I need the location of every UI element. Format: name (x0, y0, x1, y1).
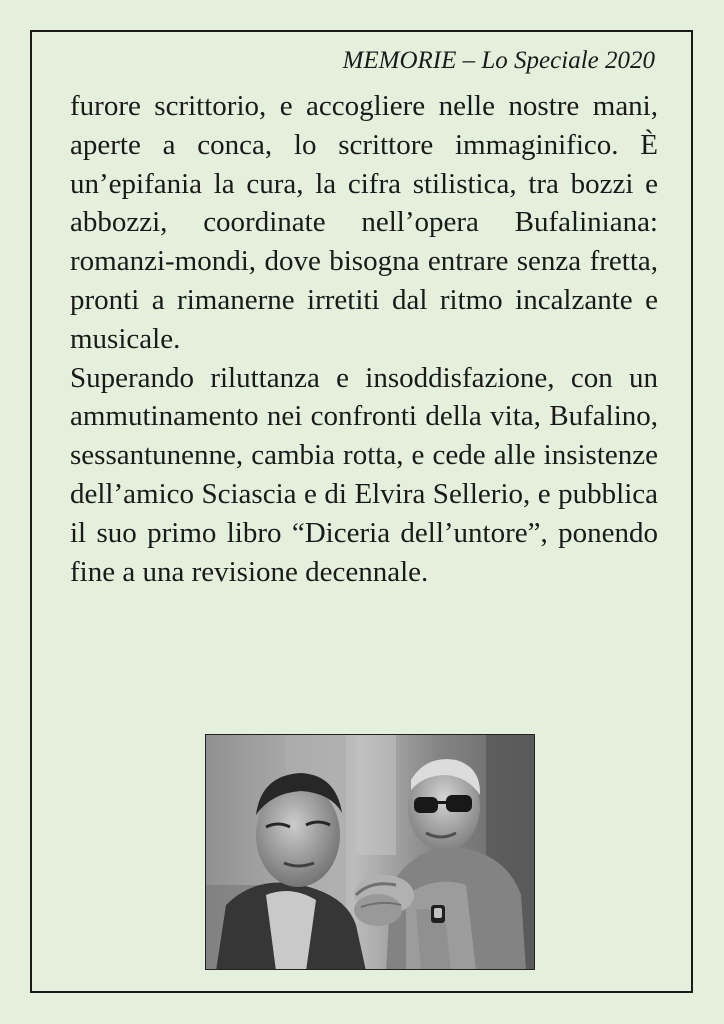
article-photo (205, 734, 535, 970)
photo-two-men-icon (206, 735, 535, 970)
running-header: MEMORIE – Lo Speciale 2020 (342, 47, 655, 74)
paragraph-1: furore scrittorio, e accogliere nelle nostre mani, aperte a conca, lo scrittore immaginifico. È un’epifania la cura, la cifra stilistica, tra bozzi e abbozzi, coordinate nell’opera Bufaliniana: romanzi-mondi, dove bisogna entrare senza fretta, pronti a rimanerne irretiti dal ritmo incalzante e musicale. (70, 90, 658, 355)
page-frame (30, 30, 693, 993)
paragraph-2: Superando riluttanza e insoddisfazione, con un ammutinamento nei confronti della vita, Bufalino, sessantunenne, cambia rotta, e cede alle insistenze dell’amico Sciascia e di Elvira Sellerio, e pubblica il suo primo libro “Diceria dell’untore”, ponendo fine a una revisione decennale. (70, 361, 658, 588)
article-body (70, 87, 658, 591)
